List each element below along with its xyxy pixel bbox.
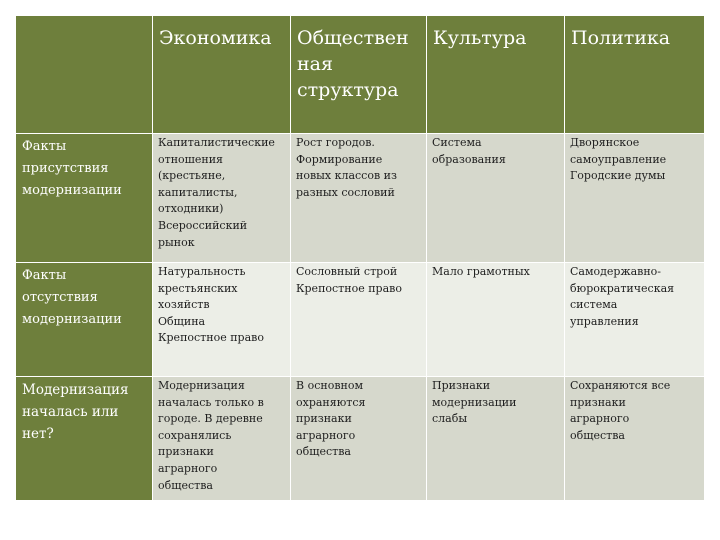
- cell-started-economy: Модернизация началась только в городе. В деревне сохранялись признаки аграрного общества: [153, 377, 290, 500]
- row-label-presence: Факты присутствия модернизации: [16, 134, 152, 262]
- cell-absence-society: Сословный строй Крепостное право: [291, 263, 426, 376]
- cell-absence-culture: Мало грамотных: [427, 263, 564, 376]
- cell-presence-society: Рост городов. Формирование новых классов из разных сословий: [291, 134, 426, 262]
- cell-absence-politics: Самодержавно- бюрократическая система управления: [565, 263, 704, 376]
- header-politics: Политика: [565, 16, 704, 133]
- row-label-started: Модернизация началась или нет?: [16, 377, 152, 500]
- cell-started-culture: Признаки модернизации слабы: [427, 377, 564, 500]
- cell-started-society: В основном охраняются признаки аграрного общества: [291, 377, 426, 500]
- header-economy: Экономика: [153, 16, 290, 133]
- cell-absence-economy: Натуральность крестьянских хозяйств Община Крепостное право: [153, 263, 290, 376]
- cell-presence-culture: Система образования: [427, 134, 564, 262]
- cell-presence-politics: Дворянское самоуправление Городские думы: [565, 134, 704, 262]
- header-social-structure: Обществен ная структура: [291, 16, 426, 133]
- cell-started-politics: Сохраняются все признаки аграрного общества: [565, 377, 704, 500]
- modernization-table: [16, 16, 704, 500]
- header-culture: Культура: [427, 16, 564, 133]
- row-label-absence: Факты отсутствия модернизации: [16, 263, 152, 376]
- header-corner-cell: [16, 16, 152, 133]
- cell-presence-economy: Капиталистические отношения (крестьяне, капиталисты, отходники) Всероссийский рынок: [153, 134, 290, 262]
